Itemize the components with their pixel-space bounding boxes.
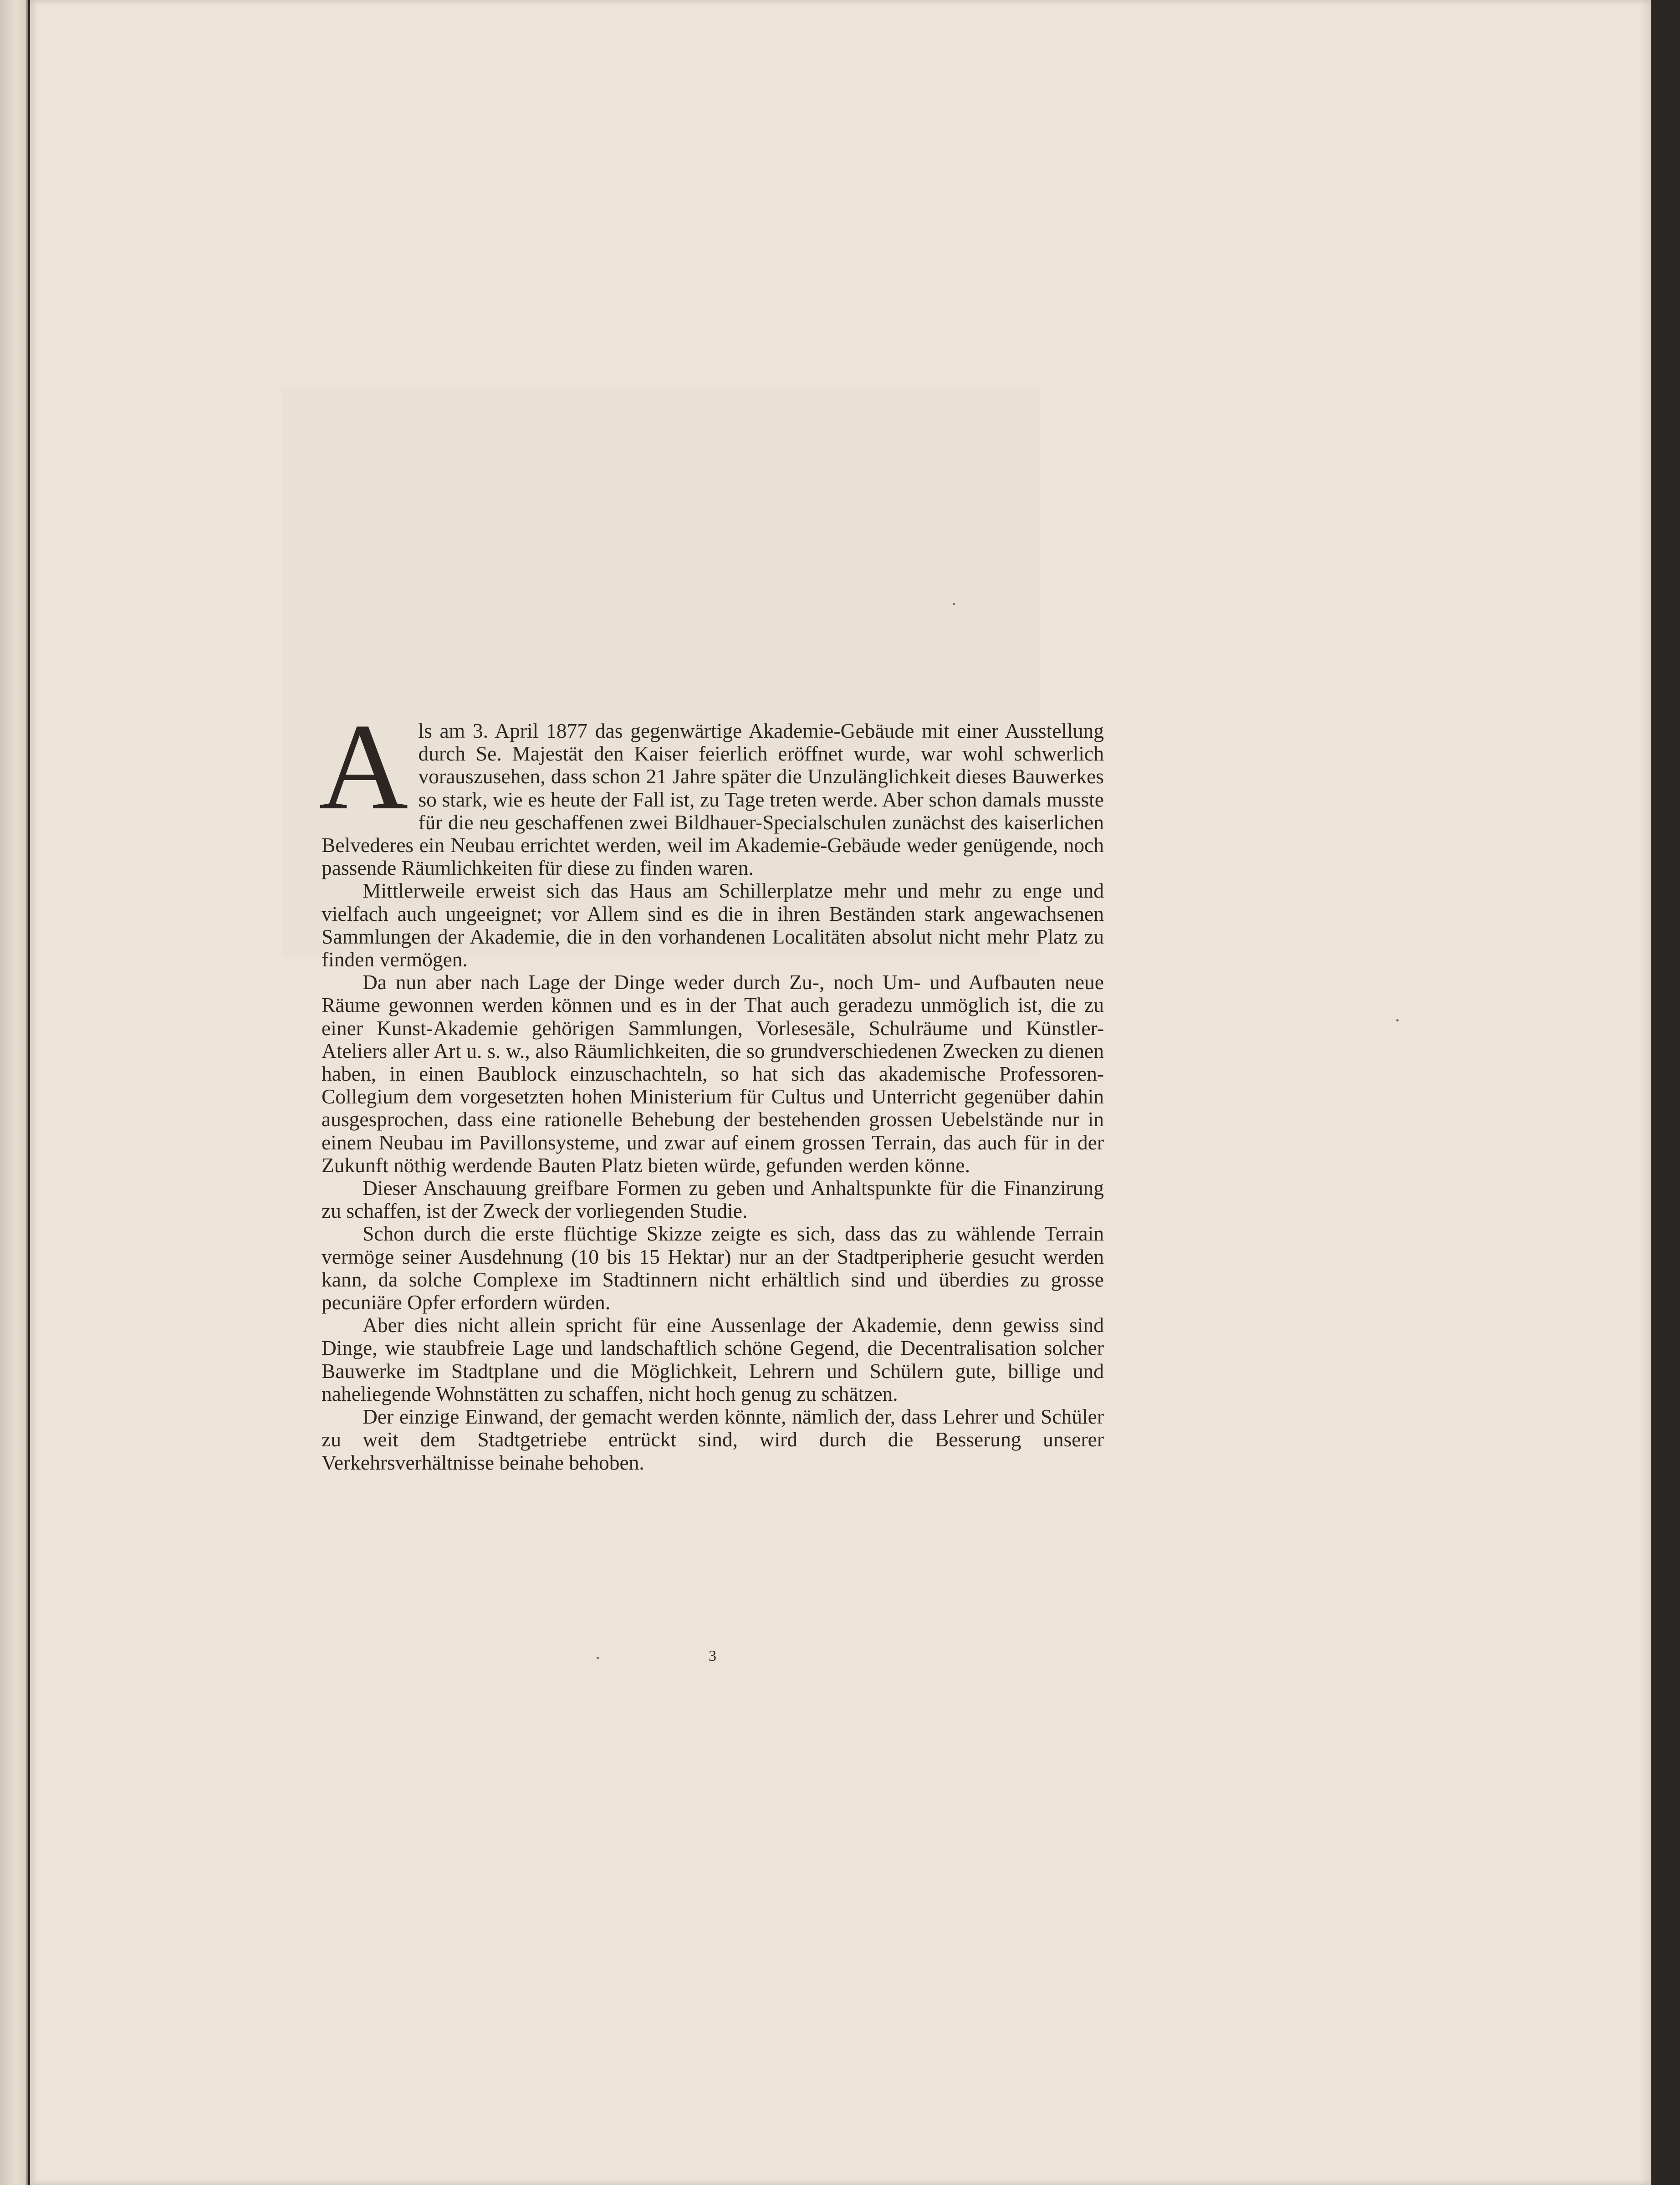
paragraph-7: Der einzige Einwand, der gemacht werden könnte, nämlich der, dass Lehrer und Schüler zu weit dem Stadtgetriebe entrückt sind, wird durch die Besserung unserer Verkehrsverhältnisse beinahe behoben. <box>322 1405 1104 1474</box>
paragraph-3: Da nun aber nach Lage der Dinge weder durch Zu-, noch Um- und Aufbauten neue Räume gewonnen werden können und es in der That auch geradezu unmöglich ist, die zu einer Kunst-Akademie gehörigen Sammlungen, Vorlesesäle, Schulräume und Künstler-Ateliers aller Art u. s. w., also Räumlichkeiten, die so grundverschiedenen Zwecken zu dienen haben, in einen Baublock einzuschachteln, so hat sich das akademische Professoren-Collegium dem vorgesetzten hohen Ministerium für Cultus und Unterricht gegenüber dahin ausgesprochen, dass eine rationelle Behebung der bestehenden grossen Uebelstände nur in einem Neubau im Pavillonsysteme, und zwar auf einem grossen Terrain, das auch für in der Zukunft nöthig werdende Bauten Platz bieten würde, gefunden werden könne. <box>322 970 1104 1177</box>
paragraph-1-text: ls am 3. April 1877 das gegenwärtige Akademie-Gebäude mit einer Ausstellung durch Se. Majestät den Kaiser feierlich eröffnet wurde, war wohl schwerlich vorauszusehen, dass schon 21 Jahre später die Unzulänglichkeit dieses Bauwerkes so stark, wie es heute der Fall ist, zu Tage treten werde. Aber schon damals musste für die neu geschaffenen zwei Bildhauer-Specialschulen zunächst des kaiserlichen Belvederes ein Neubau errichtet werden, weil im Akademie-Gebäude weder genügende, noch passende Räumlichkeiten für diese zu finden waren. <box>322 719 1104 880</box>
body-text <box>319 698 1104 1474</box>
paragraph-4: Dieser Anschauung greifbare Formen zu geben und Anhaltspunkte für die Finanzirung zu schaffen, ist der Zweck der vorliegenden Studie. <box>322 1176 1104 1223</box>
paragraph-2: Mittlerweile erweist sich das Haus am Schillerplatze mehr und mehr zu enge und vielfach auch ungeeignet; vor Allem sind es die in ihren Beständen stark angewachsenen Sammlungen der Akademie, die in den vorhandenen Localitäten absolut nicht mehr Platz zu finden vermögen. <box>322 879 1104 971</box>
page-number: 3 <box>709 1648 716 1664</box>
paper-speck <box>1396 1019 1399 1021</box>
facing-page-edge <box>0 0 28 2185</box>
paper-speck <box>597 1657 599 1659</box>
drop-cap: A <box>319 698 409 835</box>
paragraph-1 <box>319 698 1104 880</box>
paragraph-5: Schon durch die erste flüchtige Skizze zeigte es sich, dass das zu wählende Terrain vermöge seiner Ausdehnung (10 bis 15 Hektar) nur an der Stadtperipherie gesucht werden kann, da solche Complexe im Stadtinnern nicht erhältlich sind und überdies zu grosse pecuniäre Opfer erfordern würden. <box>322 1222 1104 1314</box>
paper-speck <box>953 603 955 605</box>
paragraph-6: Aber dies nicht allein spricht für eine Aussenlage der Akademie, denn gewiss sind Dinge, wie staubfreie Lage und landschaftlich schöne Gegend, die Decentralisation solcher Bauwerke im Stadtplane und die Möglichkeit, Lehrern und Schülern gute, billige und naheliegende Wohnstätten zu schaffen, nicht hoch genug zu schätzen. <box>322 1313 1104 1405</box>
book-page <box>30 0 1651 2185</box>
